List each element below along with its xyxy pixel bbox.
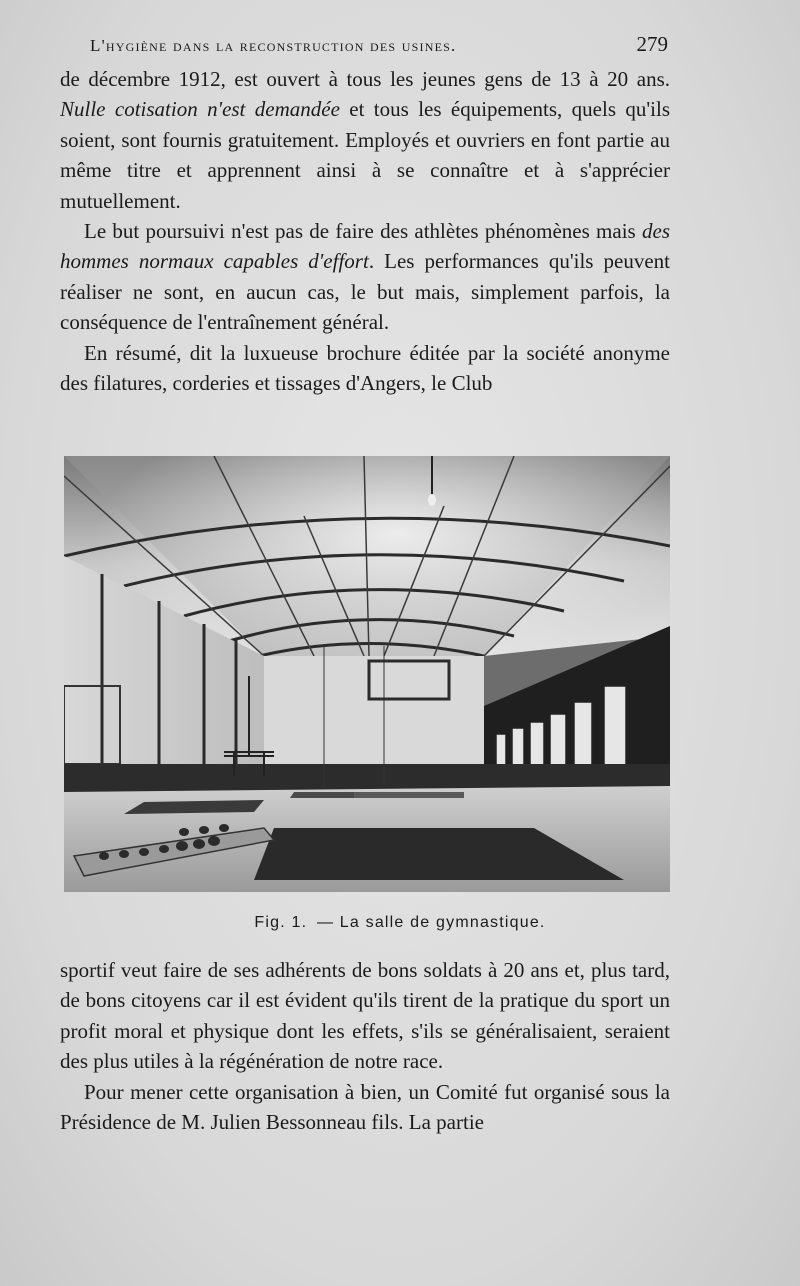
paragraph [60,955,670,1077]
italic-text: Nulle cotisation n'est demandée [60,97,340,122]
paragraph [60,216,670,338]
figure-photograph-gymnasium [64,456,670,892]
paragraph-text: sportif veut faire de ses adhérents de bons soldats à 20 ans et, plus tard, de bons citoyens car il est évident qu'ils tirent de la pratique du sport un profit moral et physique dont les effets, s'ils se généralisaient, seraient des plus utiles à la régénération de notre race. [60,958,670,1074]
paragraph-text: Le but poursuivi n'est pas de faire des athlètes phénomènes mais [84,219,642,244]
italic-text: des hommes normaux capables d'effort [60,219,670,274]
paragraph-text: En résumé, dit la luxueuse brochure éditée par la société anonyme des filatures, corderies et tissages d'Angers, le Club [60,340,670,396]
gymnasium-photo [64,456,670,892]
paragraph-text: de décembre 1912, est ouvert à tous les jeunes gens de 13 à 20 ans. [60,67,670,91]
paragraph [60,338,670,399]
figure-caption-text: — La salle de gymnastique. [316,914,546,931]
paragraph [60,1077,670,1138]
figure-caption [0,914,800,932]
running-head [90,32,668,57]
paragraph-text: . Les performances qu'ils peuvent réaliser ne sont, en aucun cas, le but mais, simplement parfois, la conséquence de l'entraînement général. [60,249,670,335]
paragraph-text: et tous les équipements, quels qu'ils soient, sont fournis gratuitement. Employés et ouvriers en font partie au même titre et apprennent ainsi à se connaître et à s'apprécier mutuellement. [60,97,670,213]
running-head-title: L'hygiène dans la reconstruction des usines. [90,36,457,55]
paragraph-text: Pour mener cette organisation à bien, un Comité fut organisé sous la Présidence de M. Julien Bessonneau fils. La partie [60,1079,670,1135]
page-number: 279 [636,32,668,56]
body-text-top [60,64,670,398]
figure-label: Fig. 1. [254,914,308,931]
paragraph [60,64,670,216]
body-text-bottom [60,955,670,1137]
